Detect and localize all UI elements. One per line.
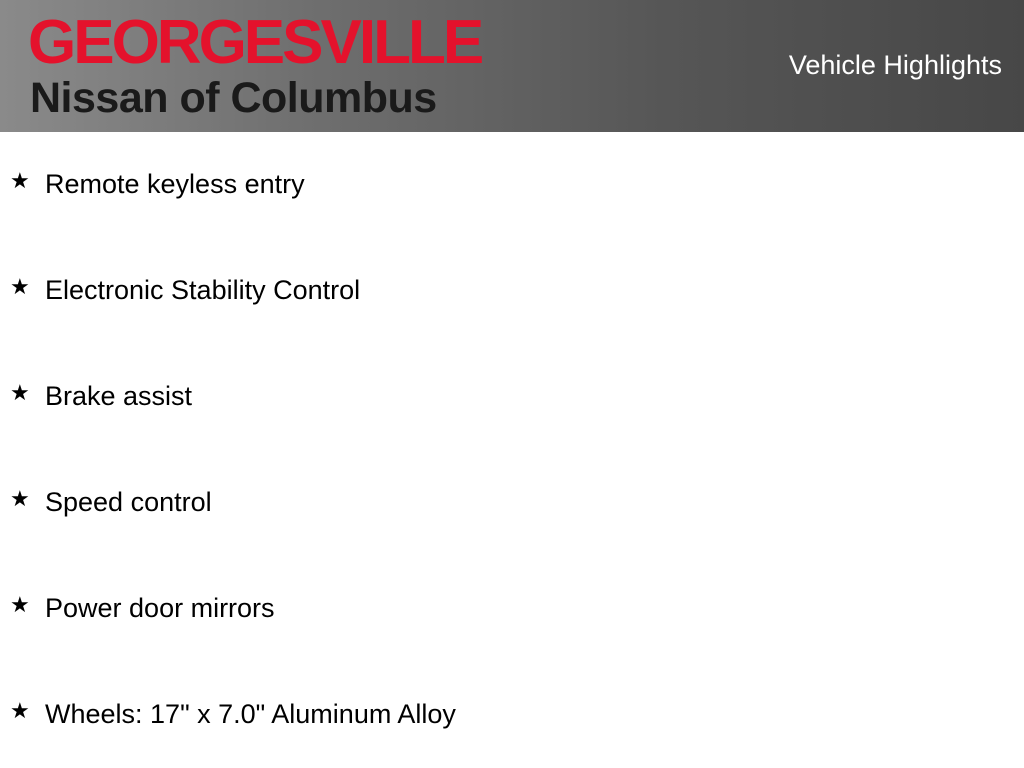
header-banner [0, 0, 1024, 132]
vehicle-highlights-list [0, 132, 1024, 768]
star-icon: ★ [10, 592, 30, 617]
star-icon: ★ [10, 380, 30, 405]
highlight-text: Electronic Stability Control [45, 275, 361, 305]
list-item [0, 556, 1024, 662]
star-icon: ★ [10, 274, 30, 299]
list-item [0, 238, 1024, 344]
highlight-text: Remote keyless entry [45, 169, 305, 199]
dealer-logo [28, 10, 588, 122]
highlight-text: Power door mirrors [45, 593, 275, 623]
star-icon: ★ [10, 168, 30, 193]
logo-line-georgesville: GEORGESVILLE [28, 8, 482, 77]
highlight-text: Speed control [45, 487, 212, 517]
star-icon: ★ [10, 698, 30, 723]
list-item [0, 450, 1024, 556]
page-title: Vehicle Highlights [788, 50, 1002, 80]
highlight-text: Wheels: 17" x 7.0" Aluminum Alloy [45, 699, 456, 729]
list-item [0, 344, 1024, 450]
list-item [0, 132, 1024, 238]
logo-line-nissan-of-columbus: Nissan of Columbus [30, 74, 437, 122]
list-item [0, 662, 1024, 768]
star-icon: ★ [10, 486, 30, 511]
highlight-text: Brake assist [45, 381, 193, 411]
